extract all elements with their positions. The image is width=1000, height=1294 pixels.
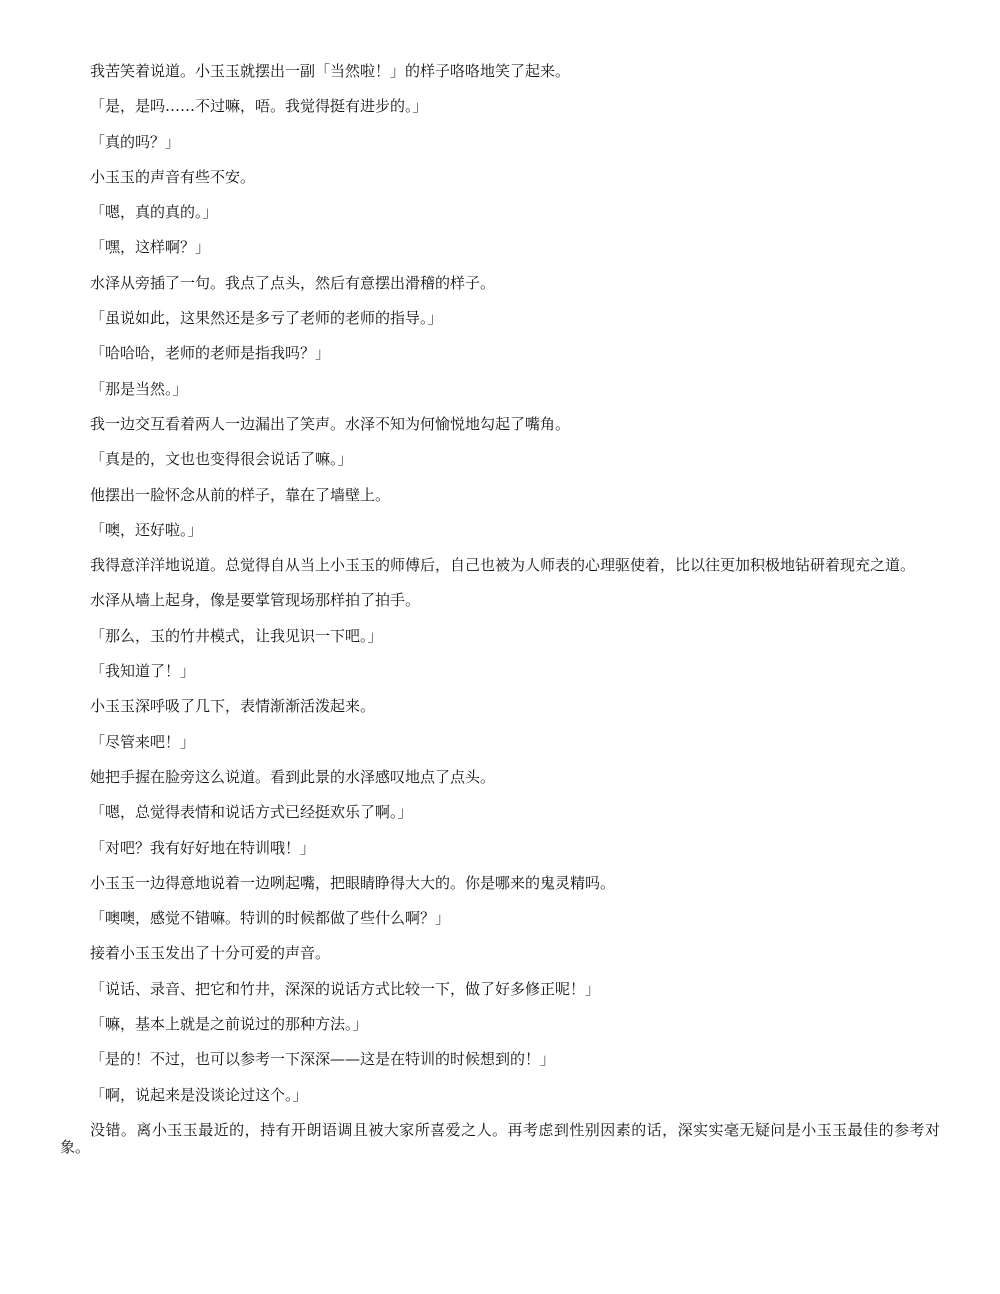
paragraph: 「真的吗？」 [90, 132, 181, 151]
paragraph: 没错。离小玉玉最近的，持有开朗语调且被大家所喜爱之人。再考虑到性别因素的话，深实实毫无疑问是小玉玉最佳的参考对象。 [60, 1120, 940, 1156]
paragraph: 「对吧？我有好好地在特训哦！」 [90, 838, 316, 857]
paragraph: 「嗯，总觉得表情和说话方式已经挺欢乐了啊。」 [90, 803, 413, 822]
paragraph: 我一边交互看着两人一边漏出了笑声。水泽不知为何愉悦地勾起了嘴角。 [90, 414, 571, 433]
paragraph: 他摆出一脸怀念从前的样子，靠在了墙壁上。 [90, 485, 391, 504]
paragraph: 「啊，说起来是没谈论过这个。」 [90, 1085, 308, 1104]
paragraph: 我得意洋洋地说道。总觉得自从当上小玉玉的师傅后，自己也被为人师表的心理驱使着，比以往更加积极地钻研着现充之道。 [90, 556, 916, 575]
paragraph: 「尽管来吧！」 [90, 732, 196, 751]
paragraph: 水泽从旁插了一句。我点了点头，然后有意摆出滑稽的样子。 [90, 273, 496, 292]
paragraph: 小玉玉的声音有些不安。 [90, 167, 256, 186]
paragraph: 「那是当然。」 [90, 379, 188, 398]
paragraph: 「噢，还好啦。」 [90, 520, 203, 539]
paragraph: 「是，是吗……不过嘛，唔。我觉得挺有进步的。」 [90, 97, 428, 116]
paragraph: 水泽从墙上起身，像是要掌管现场那样拍了拍手。 [90, 591, 421, 610]
paragraph: 「嘛，基本上就是之前说过的那种方法。」 [90, 1015, 368, 1034]
paragraph: 「那么，玉的竹井模式，让我见识一下吧。」 [90, 626, 383, 645]
paragraph: 「真是的，文也也变得很会说话了嘛。」 [90, 450, 353, 469]
paragraph: 「我知道了！」 [90, 662, 196, 681]
paragraph: 「哈哈哈，老师的老师是指我吗？」 [90, 344, 331, 363]
paragraph: 「嘿，这样啊？」 [90, 238, 211, 257]
paragraph: 她把手握在脸旁这么说道。看到此景的水泽感叹地点了点头。 [90, 767, 496, 786]
paragraph: 小玉玉一边得意地说着一边咧起嘴，把眼睛睁得大大的。你是哪来的鬼灵精吗。 [90, 873, 616, 892]
document-body [60, 63, 940, 1174]
paragraph: 「虽说如此，这果然还是多亏了老师的老师的指导。」 [90, 309, 443, 328]
paragraph: 我苦笑着说道。小玉玉就摆出一副「当然啦！」的样子咯咯地笑了起来。 [90, 62, 571, 80]
paragraph: 「噢噢，感觉不错嘛。特训的时候都做了些什么啊？」 [90, 909, 451, 928]
paragraph: 「说话、录音、把它和竹井，深深的说话方式比较一下，做了好多修正呢！」 [90, 979, 601, 998]
paragraph: 小玉玉深呼吸了几下，表情渐渐活泼起来。 [90, 697, 376, 716]
paragraph: 「嗯，真的真的。」 [90, 203, 218, 222]
paragraph: 「是的！不过，也可以参考一下深深——这是在特训的时候想到的！」 [90, 1050, 556, 1069]
paragraph: 接着小玉玉发出了十分可爱的声音。 [90, 944, 331, 963]
